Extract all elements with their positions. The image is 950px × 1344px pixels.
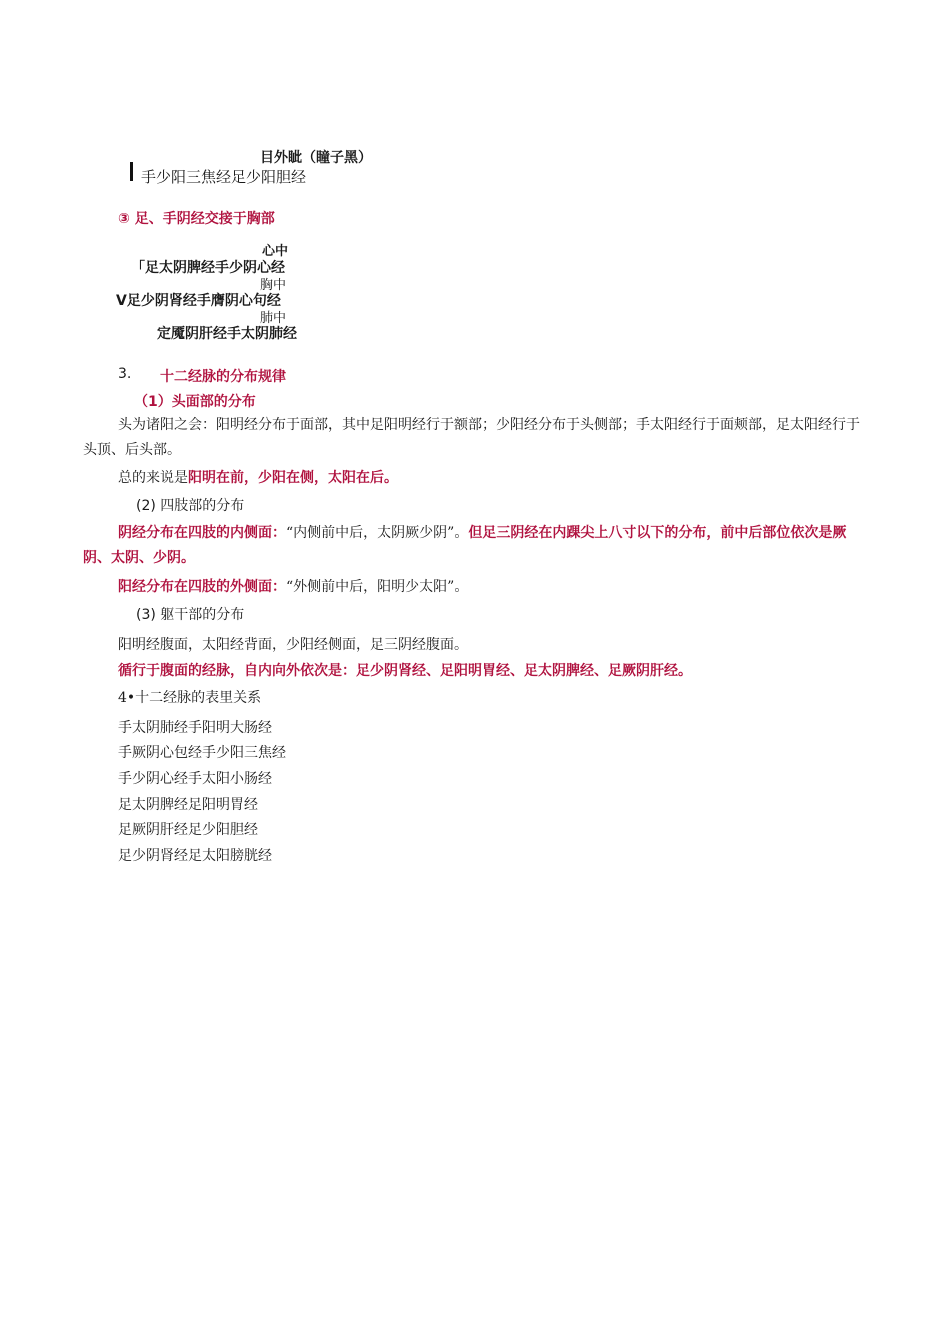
section-3-title: 十二经脉的分布规律	[160, 369, 286, 385]
diagram-label-xinzhong: 心中	[262, 244, 289, 259]
trunk-line-1: 阳明经腹面，太阳经背面，少阳经侧面，足三阴经腹面。	[118, 637, 468, 653]
diagram-line-3: 定魇阴肝经手太阴肺经	[157, 326, 297, 342]
diagram-line: 手少阳三焦经足少阳胆经	[141, 168, 307, 186]
list-item: 足厥阴肝经足少阳胆经	[118, 822, 258, 838]
subsection-2-title: (2) 四肢部的分布	[136, 498, 245, 514]
subsection-3-title: (3) 躯干部的分布	[136, 607, 245, 623]
yang-lead: 阳经分布在四肢的外侧面：	[118, 579, 286, 595]
yin-limbs-paragraph	[83, 521, 865, 571]
yang-limbs-line	[118, 576, 468, 596]
trunk-line-2: 循行于腹面的经脉，自内向外依次是：足少阴肾经、足阳明胃经、足太阴脾经、足厥阴肝经。	[118, 663, 692, 679]
list-item: 足少阴肾经足太阳膀胱经	[118, 848, 272, 864]
list-item: 手太阴肺经手阳明大肠经	[118, 720, 272, 736]
summary-line	[118, 467, 398, 487]
section-heading-circled-3: ③ 足、手阴经交接于胸部	[118, 211, 275, 227]
diagram-line-2: V足少阴肾经手膺阴心句经	[116, 293, 281, 309]
yin-lead: 阴经分布在四肢的内侧面：	[118, 525, 286, 541]
list-item: 手厥阴心包经手少阳三焦经	[118, 745, 286, 761]
yang-quote: “外侧前中后，阳明少太阳”。	[286, 579, 469, 595]
list-item: 手少阴心经手太阳小肠经	[118, 771, 272, 787]
yin-tail: 但足三阴经在内踝尖上八寸以下的分布，前中后部位依次是厥阴、太阴、少阴。	[83, 525, 847, 566]
summary-highlight: 阳明在前，少阳在侧，太阳在后。	[188, 470, 398, 486]
subsection-1-title: （1）头面部的分布	[134, 394, 256, 410]
section-4-title: 4•十二经脉的表里关系	[118, 690, 262, 706]
list-item: 足太阴脾经足阳明胃经	[118, 797, 258, 813]
yin-quote: “内侧前中后，太阴厥少阴”。	[286, 525, 469, 541]
diagram-label-xiongzhong: 胸中	[260, 278, 287, 293]
diagram-top-label: 目外眦（瞳子黑）	[260, 150, 372, 166]
summary-prefix: 总的来说是	[118, 470, 188, 486]
section-3-number: 3.	[118, 366, 132, 382]
diagram-line-1: 「足太阴脾经手少阴心经	[131, 260, 285, 276]
bracket-bar	[130, 162, 133, 181]
head-distribution-paragraph: 头为诸阳之会：阳明经分布于面部，其中足阳明经行于额部；少阳经分布于头侧部；手太阳经行于面颊部，足太阳经行于头顶、后头部。	[83, 417, 860, 458]
diagram-label-feizhong: 肺中	[260, 311, 287, 326]
